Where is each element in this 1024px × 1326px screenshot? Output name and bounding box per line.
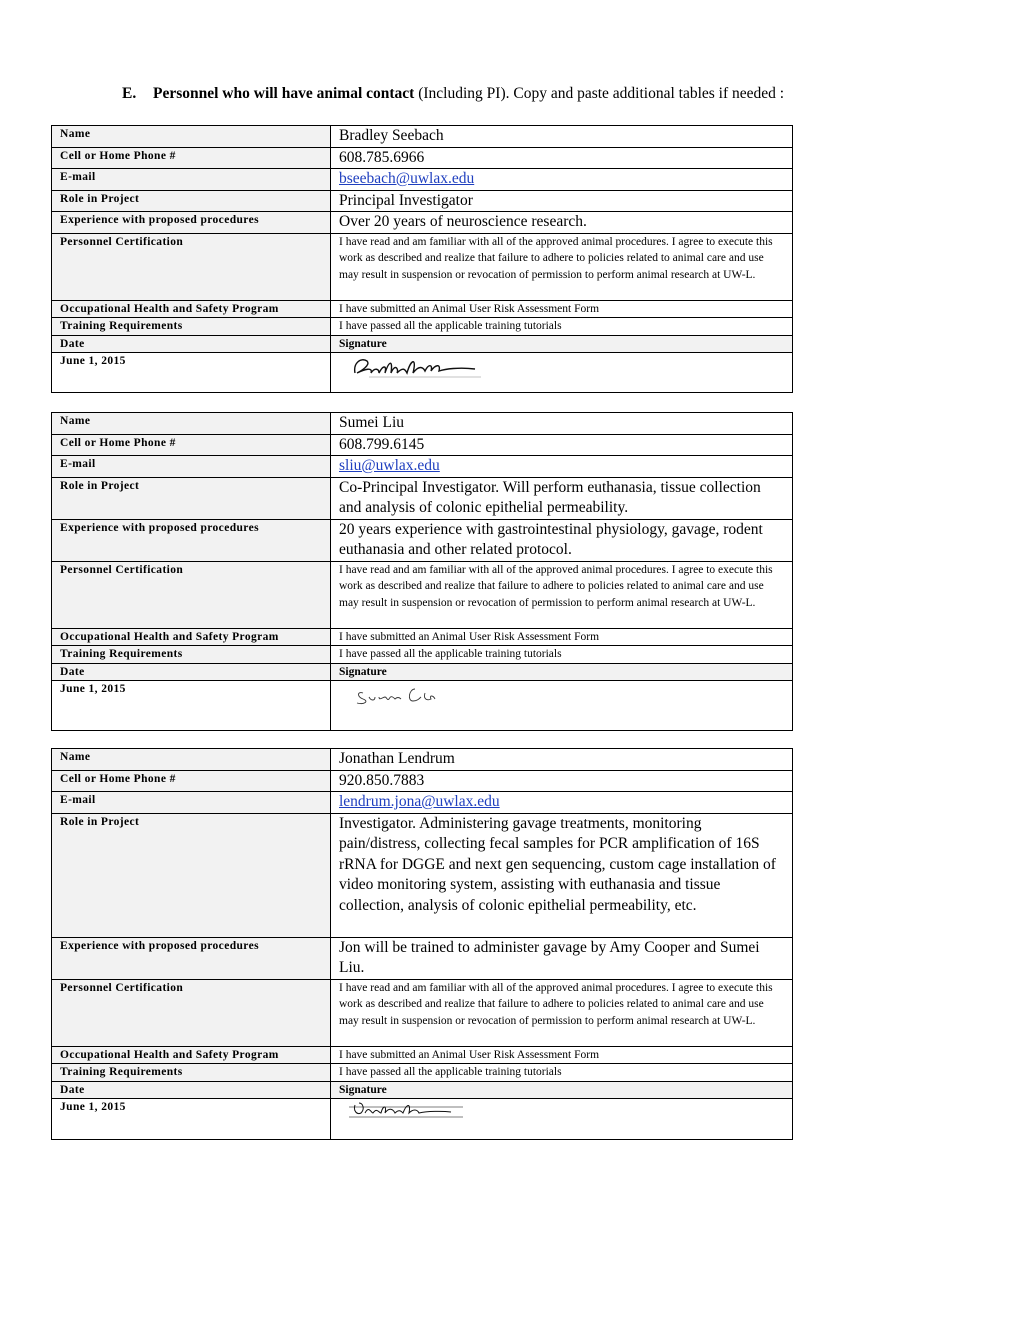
personnel-table-3 (51, 748, 793, 1140)
personnel-table-1 (51, 125, 793, 393)
phone-label: Cell or Home Phone # (52, 434, 331, 456)
date-label: Date (52, 335, 331, 352)
email-label: E-mail (52, 169, 331, 191)
name-label: Name (52, 749, 331, 771)
certification-label: Personnel Certification (52, 979, 331, 1046)
experience-label: Experience with proposed procedures (52, 937, 331, 979)
experience-value: Over 20 years of neuroscience research. (331, 212, 793, 234)
date-value: June 1, 2015 (52, 352, 331, 392)
signature-label: Signature (331, 335, 793, 352)
name-value: Jonathan Lendrum (331, 749, 793, 771)
name-label: Name (52, 413, 331, 435)
training-label: Training Requirements (52, 318, 331, 336)
signature-image (339, 1099, 786, 1137)
role-label: Role in Project (52, 813, 331, 937)
email-link[interactable]: lendrum.jona@uwlax.edu (339, 793, 500, 810)
signature-drawing (353, 683, 453, 711)
email-label: E-mail (52, 792, 331, 814)
section-title: Personnel who will have animal contact (153, 85, 415, 102)
section-heading (122, 85, 784, 103)
signature-drawing (347, 1099, 467, 1125)
date-label: Date (52, 663, 331, 680)
personnel-table-2 (51, 412, 793, 731)
email-label: E-mail (52, 456, 331, 478)
name-value: Sumei Liu (331, 413, 793, 435)
training-label: Training Requirements (52, 1064, 331, 1082)
training-value: I have passed all the applicable training tutorials (331, 646, 793, 664)
role-value: Principal Investigator (331, 190, 793, 212)
training-value: I have passed all the applicable training tutorials (331, 318, 793, 336)
certification-value: I have read and am familiar with all of the approved animal procedures. I agree to execute this work as described and realize that failure to adhere to policies related to animal care and use may result in suspension or revocation of permission to perform animal research at UW-L. (331, 233, 793, 300)
certification-label: Personnel Certification (52, 561, 331, 628)
signature-label: Signature (331, 663, 793, 680)
certification-value: I have read and am familiar with all of the approved animal procedures. I agree to execute this work as described and realize that failure to adhere to policies related to animal care and use may result in suspension or revocation of permission to perform animal research at UW-L. (331, 561, 793, 628)
training-value: I have passed all the applicable training tutorials (331, 1064, 793, 1082)
ohsp-label: Occupational Health and Safety Program (52, 300, 331, 318)
phone-label: Cell or Home Phone # (52, 770, 331, 792)
section-letter: E. (122, 85, 137, 102)
signature-image (339, 681, 786, 719)
phone-value: 608.799.6145 (331, 434, 793, 456)
signature-label: Signature (331, 1081, 793, 1098)
experience-value: 20 years experience with gastrointestinal physiology, gavage, rodent euthanasia and other related protocol. (331, 519, 793, 561)
certification-label: Personnel Certification (52, 233, 331, 300)
ohsp-value: I have submitted an Animal User Risk Assessment Form (331, 1046, 793, 1064)
date-value: June 1, 2015 (52, 1098, 331, 1139)
ohsp-label: Occupational Health and Safety Program (52, 628, 331, 646)
email-link[interactable]: sliu@uwlax.edu (339, 457, 440, 474)
date-value: June 1, 2015 (52, 680, 331, 730)
phone-value: 608.785.6966 (331, 147, 793, 169)
name-label: Name (52, 126, 331, 148)
phone-label: Cell or Home Phone # (52, 147, 331, 169)
role-value: Co-Principal Investigator. Will perform euthanasia, tissue collection and analysis of colonic epithelial permeability. (331, 477, 793, 519)
role-label: Role in Project (52, 190, 331, 212)
name-value: Bradley Seebach (331, 126, 793, 148)
signature-drawing (349, 353, 489, 381)
experience-value: Jon will be trained to administer gavage by Amy Cooper and Sumei Liu. (331, 937, 793, 979)
role-value: Investigator. Administering gavage treatments, monitoring pain/distress, collecting fecal samples for PCR amplification of 16S rRNA for DGGE and next gen sequencing, custom cage installation of video monitoring system, assisting with euthanasia and tissue collection, analysis of colonic epithelial permeability, etc. (331, 813, 793, 937)
role-label: Role in Project (52, 477, 331, 519)
signature-image (339, 353, 786, 391)
section-instructions: (Including PI). Copy and paste additional tables if needed : (414, 85, 785, 102)
experience-label: Experience with proposed procedures (52, 212, 331, 234)
phone-value: 920.850.7883 (331, 770, 793, 792)
certification-value: I have read and am familiar with all of the approved animal procedures. I agree to execute this work as described and realize that failure to adhere to policies related to animal care and use may result in suspension or revocation of permission to perform animal research at UW-L. (331, 979, 793, 1046)
date-label: Date (52, 1081, 331, 1098)
email-link[interactable]: bseebach@uwlax.edu (339, 170, 475, 187)
experience-label: Experience with proposed procedures (52, 519, 331, 561)
ohsp-value: I have submitted an Animal User Risk Assessment Form (331, 628, 793, 646)
ohsp-value: I have submitted an Animal User Risk Assessment Form (331, 300, 793, 318)
training-label: Training Requirements (52, 646, 331, 664)
ohsp-label: Occupational Health and Safety Program (52, 1046, 331, 1064)
